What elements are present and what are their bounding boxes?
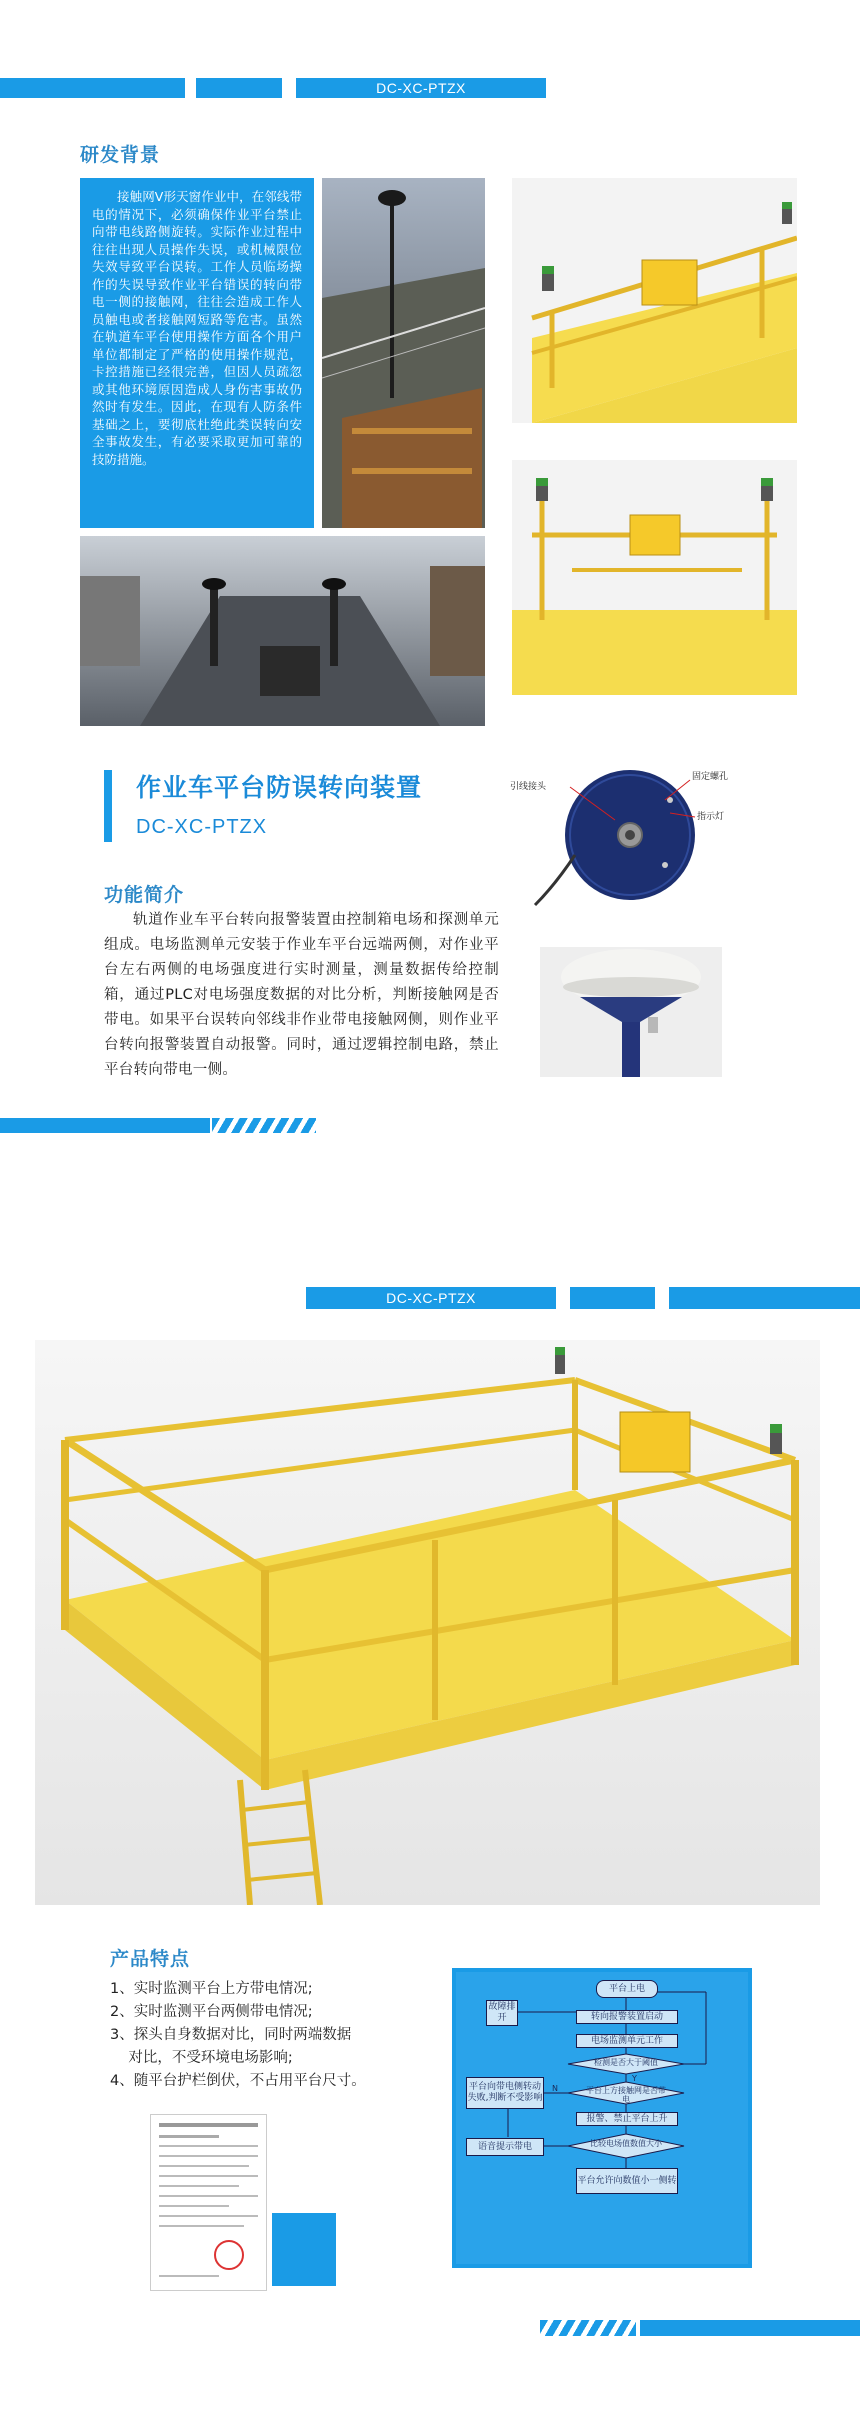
- render-platform-2: [512, 460, 797, 695]
- background-text: 接触网V形天窗作业中，在邻线带电的情况下，必须确保作业平台禁止向带电线路侧旋转。实际作业过程中往往出现人员操作失误，或机械限位失效导致平台误转。工作人员临场操作的失误导致作业平台错误的转向带电一侧的接触网，往往会造成工作人员触电或者接触网短路等危害。虽然在轨道车平台使用操作方面各个用户单位都制定了严格的使用操作规范，卡控措施已经很完善，但因人员疏忽或其他环境原因造成人身伤害事故仍然时有发生。因此，在现有人防条件基础之上，要彻底杜绝此类误转向安全事故发生，有必要采取更加可靠的技防措施。: [92, 189, 302, 467]
- header2-bar-mid: [570, 1287, 655, 1309]
- header-code-bar: [296, 78, 546, 98]
- features-list: [110, 1978, 440, 2093]
- features-title: 产品特点: [110, 1948, 191, 1970]
- label-screw: 固定螺孔: [692, 772, 729, 782]
- header2-code-bar: [306, 1287, 556, 1309]
- flowchart-step-4: 平台允许向数值小一侧转: [576, 2168, 678, 2194]
- feature-item: 4、随平台护栏倒伏，不占用平台尺寸。: [110, 2073, 366, 2089]
- flowchart-panel: [452, 1968, 752, 2268]
- render-platform-1: [512, 178, 797, 423]
- product-title-accent: [104, 770, 112, 842]
- flowchart-decision-1: 检测是否大于阈值: [594, 2058, 658, 2067]
- photo-platform-night: [80, 536, 485, 726]
- flowchart-step-1: 转向报警装置启动: [576, 2010, 678, 2024]
- flowchart-step-3: 报警、禁止平台上升: [576, 2112, 678, 2126]
- certificate-image: [150, 2114, 267, 2291]
- section2-bottom-stripes: [540, 2320, 636, 2336]
- header-bar-mid: [196, 78, 282, 98]
- flowchart-canvas: [456, 1972, 748, 2264]
- label-lead: 引线接头: [510, 782, 547, 792]
- background-title: 研发背景: [80, 144, 161, 166]
- product-title: 作业车平台防误转向装置: [136, 773, 423, 802]
- header2-bar-right: [669, 1287, 860, 1309]
- render-platform-large: [35, 1340, 820, 1905]
- flowchart-step-5: 语音提示带电: [466, 2138, 544, 2156]
- feature-item: 2、实时监测平台两侧带电情况;: [110, 2004, 313, 2020]
- section1-bottom-stripes: [212, 1118, 316, 1133]
- product-code: DC-XC-PTZX: [136, 816, 268, 838]
- feature-item: 1、实时监测平台上方带电情况;: [110, 1981, 313, 1997]
- flowchart-label-no: N: [552, 2084, 558, 2093]
- flowchart-decision-2: 平台上方接触网是否带电: [586, 2086, 666, 2104]
- header-bar-left: [0, 78, 185, 98]
- flowchart-step-2: 电场监测单元工作: [576, 2034, 678, 2048]
- section2-bottom-bar: [640, 2320, 860, 2336]
- flowchart-start: 平台上电: [596, 1980, 658, 1998]
- header2-code: DC-XC-PTZX: [386, 1290, 476, 1306]
- label-indicator: 指示灯: [697, 812, 725, 822]
- flowchart-label-yes: Y: [632, 2074, 637, 2083]
- section1-bottom-bar: [0, 1118, 210, 1133]
- function-text: 轨道作业车平台转向报警装置由控制箱电场和探测单元组成。电场监测单元安装于作业车平台远端两侧，对作业平台左右两侧的电场强度进行实时测量，测量数据传给控制箱，通过PLC对电场强度数据的对比分析，判断接触网是否带电。如果平台误转向邻线非作业带电接触网侧，则作业平台转向报警装置自动报警。同时，通过逻辑控制电路，禁止平台转向带电一侧。: [104, 912, 499, 1078]
- feature-item: 对比，不受环境电场影响;: [110, 2050, 293, 2066]
- sensor-photo: [540, 947, 722, 1077]
- certificate-accent-block: [272, 2213, 336, 2286]
- header-code: DC-XC-PTZX: [376, 80, 466, 96]
- feature-item: 3、探头自身数据对比，同时两端数据: [110, 2027, 352, 2043]
- background-text-box: [80, 178, 314, 528]
- photo-rail-antenna: [322, 178, 485, 528]
- function-title: 功能简介: [104, 884, 185, 906]
- flowchart-step-7: 故障排开: [486, 2000, 518, 2026]
- flowchart-decision-3: 比较电场值数值大小: [590, 2139, 662, 2148]
- flowchart-step-6: 平台向带电侧转动失败,判断不受影响: [466, 2077, 544, 2109]
